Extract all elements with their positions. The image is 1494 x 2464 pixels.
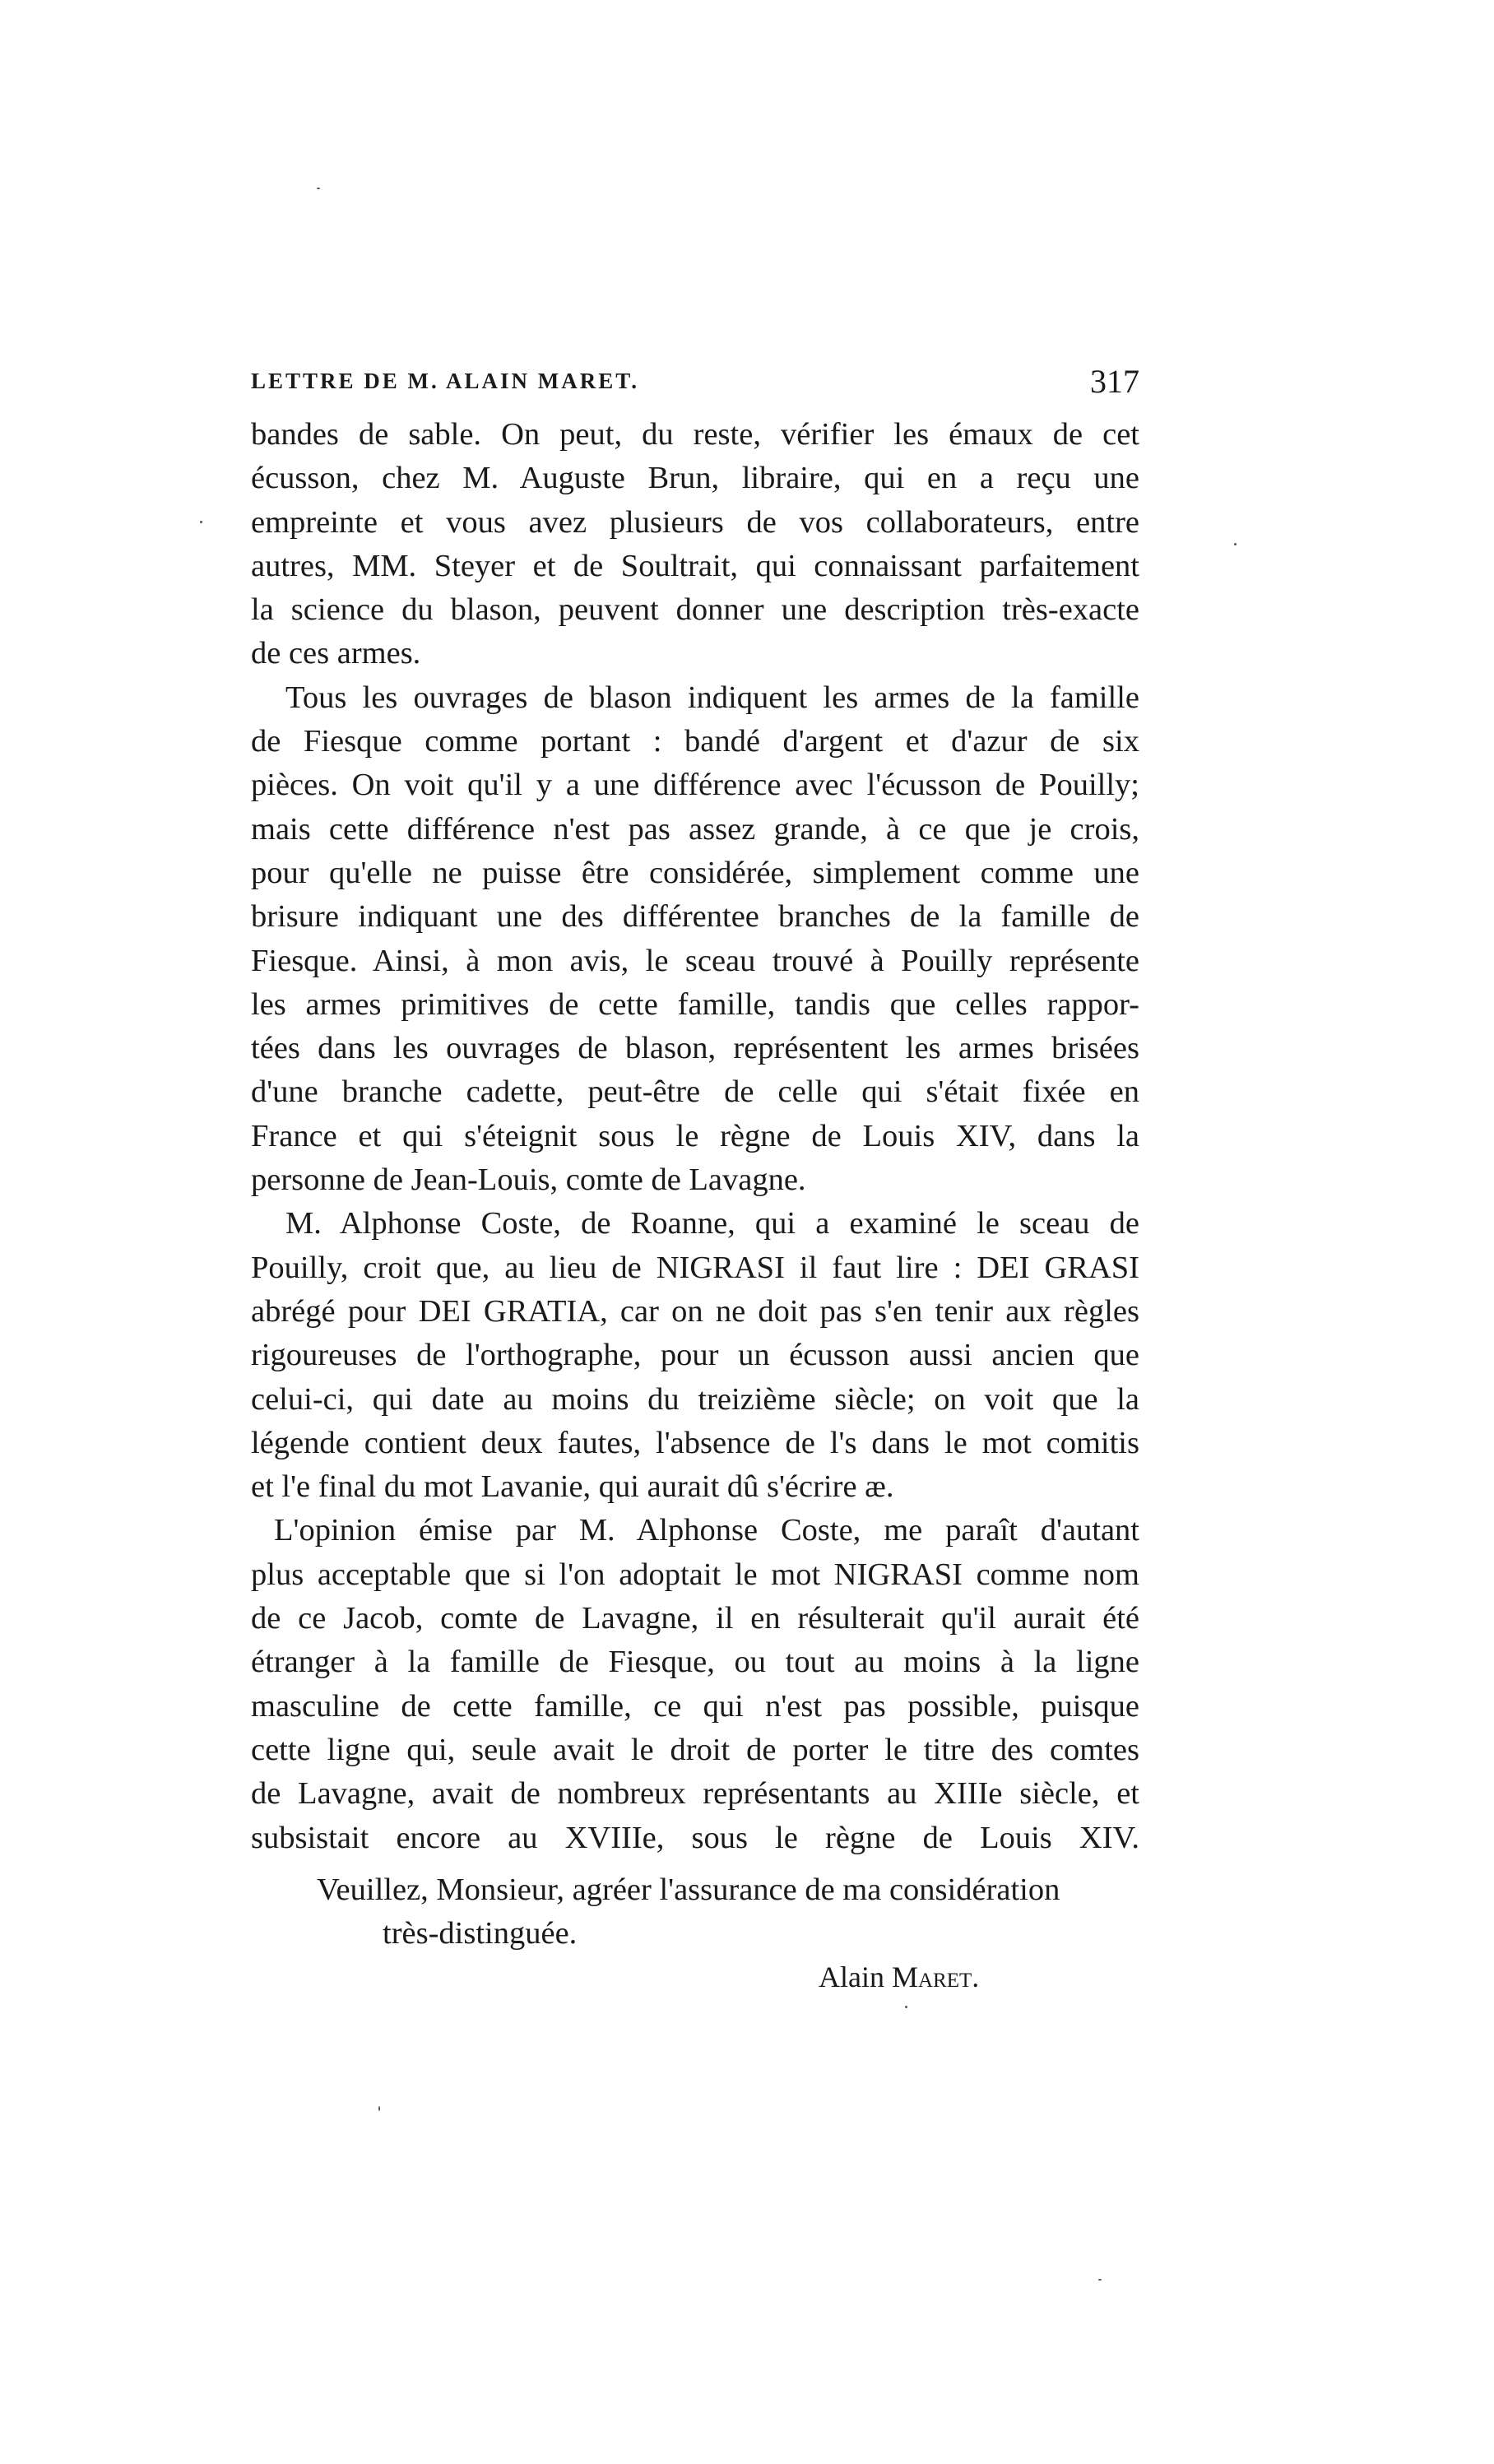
text-line: M. Alphonse Coste, de Roanne, qui a examiné le sceau de: [285, 1206, 1139, 1241]
print-speck: [317, 188, 320, 189]
body-text: [251, 413, 1139, 2000]
text-line: Tous les ouvrages de blason indiquent les armes de la famille: [285, 680, 1139, 715]
print-speck: [200, 521, 202, 523]
text-line: et l'e final du mot Lavanie, qui aurait dû s'écrire æ.: [251, 1469, 894, 1505]
signature: [251, 1956, 1139, 1999]
text-line: abrégé pour DEI GRATIA, car on ne doit pas s'en tenir aux règles: [251, 1293, 1139, 1329]
text-line: légende contient deux fautes, l'absence de l's dans le mot comitis: [251, 1425, 1139, 1460]
text-line: de Fiesque comme portant : bandé d'argent et d'azur de six: [251, 724, 1139, 759]
text-line: cette ligne qui, seule avait le droit de porter le titre des comtes: [251, 1732, 1139, 1767]
print-speck: [905, 2006, 907, 2008]
signature-first-name: Alain: [819, 1961, 884, 1994]
text-line: empreinte et vous avez plusieurs de vos collaborateurs, entre: [251, 504, 1139, 540]
paragraph: [251, 1509, 1139, 1859]
closing-formula: Veuillez, Monsieur, agréer l'assurance de ma considération: [317, 1872, 1060, 1907]
running-title: LETTRE DE M. ALAIN MARET.: [251, 369, 640, 393]
text-line: la science du blason, peuvent donner une description très-exacte: [251, 592, 1139, 628]
print-speck: [378, 2106, 380, 2111]
text-line: les armes primitives de cette famille, tandis que celles rappor-: [251, 986, 1139, 1022]
paragraph: [251, 676, 1139, 1203]
text-line: de Lavagne, avait de nombreux représentants au XIIIe siècle, et: [251, 1776, 1139, 1812]
text-line: brisure indiquant une des différentee branches de la famille de: [251, 899, 1139, 935]
text-line: autres, MM. Steyer et de Soultrait, qui connaissant parfaitement: [251, 548, 1139, 583]
closing-formula-end: très-distinguée.: [383, 1916, 578, 1951]
paragraph: [251, 413, 1139, 676]
paragraph: [251, 1202, 1139, 1509]
closing: [251, 1868, 1139, 2000]
signature-last-name: Maret.: [891, 1961, 980, 1994]
text-line: subsistait encore au XVIIIe, sous le règne de Louis XIV.: [251, 1820, 1139, 1855]
text-line: étranger à la famille de Fiesque, ou tout au moins à la ligne: [251, 1645, 1139, 1680]
text-line: masculine de cette famille, ce qui n'est pas possible, puisque: [251, 1688, 1139, 1724]
text-line: celui-ci, qui date au moins du treizième siècle; on voit que la: [251, 1381, 1139, 1417]
text-line: mais cette différence n'est pas assez grande, à ce que je crois,: [251, 811, 1139, 847]
text-line: L'opinion émise par M. Alphonse Coste, me paraît d'autant: [274, 1513, 1139, 1548]
text-line: bandes de sable. On peut, du reste, vérifier les émaux de cet: [251, 417, 1139, 452]
text-line: pièces. On voit qu'il y a une différence avec l'écusson de Pouilly;: [251, 768, 1139, 803]
text-line: France et qui s'éteignit sous le règne de Louis XIV, dans la: [251, 1118, 1139, 1153]
text-line: rigoureuses de l'orthographe, pour un écusson aussi ancien que: [251, 1338, 1139, 1373]
text-line: Fiesque. Ainsi, à mon avis, le sceau trouvé à Pouilly représente: [251, 943, 1139, 978]
text-line: de ces armes.: [251, 636, 421, 671]
text-line: pour qu'elle ne puisse être considérée, simplement comme une: [251, 855, 1139, 890]
text-line: tées dans les ouvrages de blason, représentent les armes brisées: [251, 1031, 1139, 1066]
print-speck: [1098, 2279, 1102, 2281]
text-line: d'une branche cadette, peut-être de celle qui s'était fixée en: [251, 1074, 1139, 1110]
print-speck: [1234, 543, 1236, 545]
text-line: Pouilly, croit que, au lieu de NIGRASI il faut lire : DEI GRASI: [251, 1250, 1139, 1285]
text-line: personne de Jean-Louis, comte de Lavagne.: [251, 1162, 806, 1198]
text-line: de ce Jacob, comte de Lavagne, il en résulterait qu'il aurait été: [251, 1601, 1139, 1636]
text-line: plus acceptable que si l'on adoptait le mot NIGRASI comme nom: [251, 1557, 1139, 1592]
page-number: 317: [1090, 363, 1139, 400]
text-line: écusson, chez M. Auguste Brun, libraire, qui en a reçu une: [251, 461, 1139, 496]
